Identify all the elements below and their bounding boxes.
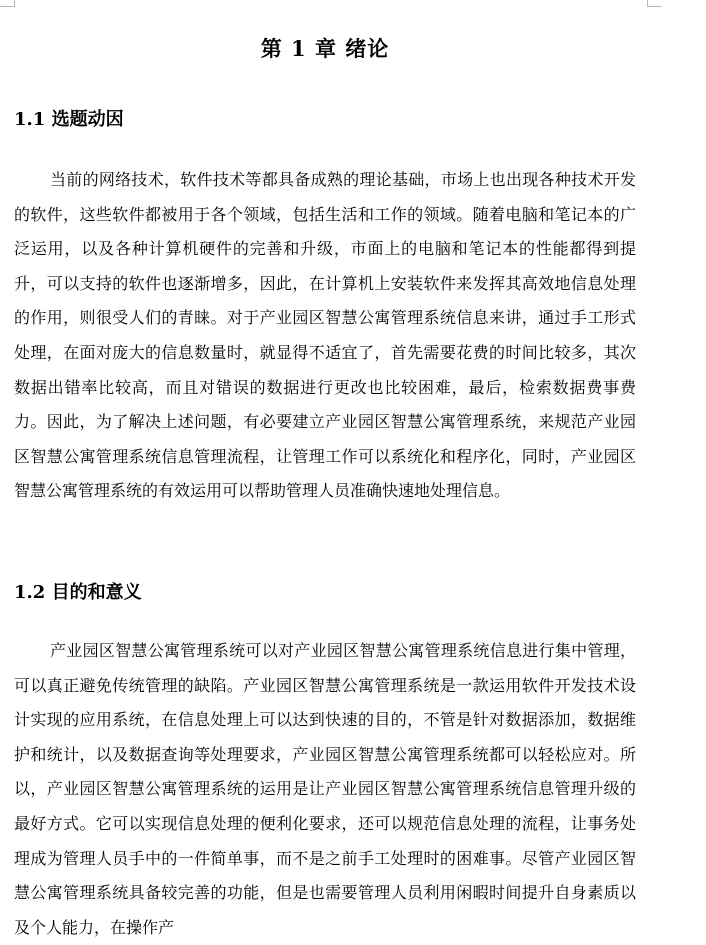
section-paragraph-1-2: 产业园区智慧公寓管理系统可以对产业园区智慧公寓管理系统信息进行集中管理，可以真正避免传统管理的缺陷。产业园区智慧公寓管理系统是一款运用软件开发技术设计实现的应用系统，在信息处理上可以达到快速的目的，不管是针对数据添加，数据维护和统计，以及数据查询等处理要求，产业园区智慧公寓管理系统都可以轻松应对。所以，产业园区智慧公寓管理系统的运用是让产业园区智慧公寓管理系统信息管理升级的最好方式。它可以实现信息处理的便利化要求，还可以规范信息处理的流程，让事务处理成为管理人员手中的一件简单事，而不是之前手工处理时的困难事。尽管产业园区智慧公寓管理系统具备较完善的功能，但是也需要管理人员利用闲暇时间提升自身素质以及个人能力，在操作产 [14,641,636,937]
page-corner-mark-left [0,0,15,7]
chapter-title: 第 1 章 绪论 [260,36,390,61]
section-heading-1-1: 1.1 选题动因 [14,109,124,130]
section-heading-1-2: 1.2 目的和意义 [14,582,142,603]
page-corner-mark-right [647,0,662,7]
section-paragraph-1-1: 当前的网络技术，软件技术等都具备成熟的理论基础，市场上也出现各种技术开发的软件，这些软件都被用于各个领域，包括生活和工作的领域。随着电脑和笔记本的广泛运用，以及各种计算机硬件的完善和升级，市面上的电脑和笔记本的性能都得到提升，可以支持的软件也逐渐增多，因此，在计算机上安装软件来发挥其高效地信息处理的作用，则很受人们的青睐。对于产业园区智慧公寓管理系统信息来讲，通过手工形式处理，在面对庞大的信息数量时，就显得不适宜了，首先需要花费的时间比较多，其次数据出错率比较高，而且对错误的数据进行更改也比较困难，最后，检索数据费事费力。因此，为了解决上述问题，有必要建立产业园区智慧公寓管理系统，来规范产业园区智慧公寓管理系统信息管理流程，让管理工作可以系统化和程序化，同时，产业园区智慧公寓管理系统的有效运用可以帮助管理人员准确快速地处理信息。 [14,170,636,501]
